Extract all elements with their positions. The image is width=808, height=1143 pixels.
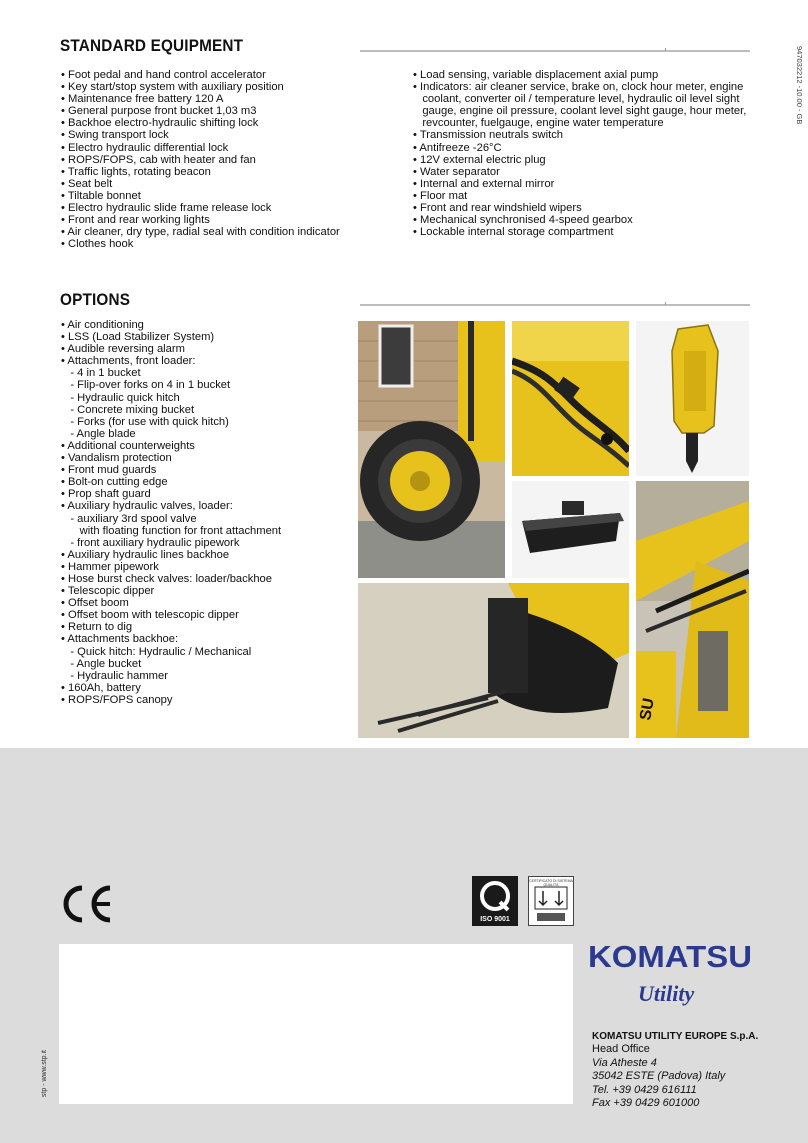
- title-rule: [360, 50, 750, 52]
- list-item: - Hydraulic quick hitch: [61, 391, 180, 404]
- standard-equipment-title: STANDARD EQUIPMENT: [60, 36, 244, 55]
- document-code: 947032212 -10.00 - GB: [795, 46, 804, 125]
- logo-sub: Utility: [638, 981, 695, 1006]
- list-item: revcounter, fuelgauge, engine water temperature: [413, 117, 664, 130]
- photo-angle-bucket: [512, 481, 629, 578]
- ce-mark: [60, 884, 116, 929]
- list-item: • Auxiliary hydraulic valves, loader:: [61, 500, 233, 513]
- list-item: • Mechanical synchronised 4-speed gearbox: [413, 214, 633, 227]
- list-item: • Internal and external mirror: [413, 177, 555, 190]
- list-item: • Seat belt: [61, 177, 113, 190]
- list-item: • Key start/stop system with auxiliary position: [61, 81, 284, 94]
- list-item: - Angle bucket: [61, 657, 142, 670]
- printer-credit: stp - www.stp.it: [41, 1050, 48, 1098]
- company-address: [592, 1030, 758, 1110]
- list-item: • Attachments backhoe:: [61, 633, 179, 646]
- quality-certificate-badge: [528, 876, 574, 926]
- list-item: - 4 in 1 bucket: [61, 367, 141, 380]
- list-item: • ROPS/FOPS canopy: [61, 693, 173, 706]
- list-item: • Water separator: [413, 165, 500, 178]
- list-item: • Bolt-on cutting edge: [61, 476, 168, 489]
- list-item: • General purpose front bucket 1,03 m3: [61, 105, 257, 118]
- list-item: • Foot pedal and hand control accelerator: [61, 69, 266, 81]
- list-item: • Clothes hook: [61, 238, 134, 251]
- photo-wheel: [358, 321, 505, 578]
- list-item: • Air conditioning: [61, 319, 144, 331]
- list-item: • Audible reversing alarm: [61, 343, 185, 356]
- list-item: • Hammer pipework: [61, 560, 159, 573]
- list-item: • Electro hydraulic slide frame release lock: [61, 202, 272, 215]
- list-item: • Indicators: air cleaner service, brake on, clock hour meter, engine: [413, 81, 744, 94]
- list-item: • Maintenance free battery 120 A: [61, 93, 224, 106]
- list-item: • Electro hydraulic differential lock: [61, 141, 229, 154]
- standard-list-left: [61, 69, 340, 250]
- list-item: • Load sensing, variable displacement axial pump: [413, 69, 659, 81]
- list-item: with floating function for front attachment: [61, 524, 282, 537]
- list-item: • Auxiliary hydraulic lines backhoe: [61, 548, 230, 561]
- list-item: • Transmission neutrals switch: [413, 129, 564, 142]
- list-item: • 160Ah, battery: [61, 681, 141, 694]
- list-item: coolant, converter oil / temperature level, hydraulic oil level sight: [413, 93, 740, 106]
- list-item: - Flip-over forks on 4 in 1 bucket: [61, 379, 231, 392]
- cert-label: CERTIFICATO DI SISTEMA QUALITÀ: [529, 879, 573, 887]
- list-item: - auxiliary 3rd spool valve: [61, 512, 197, 525]
- list-item: • ROPS/FOPS, cab with heater and fan: [61, 153, 256, 166]
- list-item: - Hydraulic hammer: [61, 669, 168, 682]
- list-item: - front auxiliary hydraulic pipework: [61, 536, 240, 549]
- iso-label: ISO 9001: [480, 916, 510, 923]
- list-item: • Attachments, front loader:: [61, 355, 196, 368]
- photo-backhoe: [636, 481, 749, 738]
- list-item: • Telescopic dipper: [61, 585, 155, 598]
- list-item: - Forks (for use with quick hitch): [61, 415, 229, 428]
- list-item: • Front and rear windshield wipers: [413, 202, 582, 215]
- head-office: Head Office: [592, 1043, 650, 1056]
- list-item: • Antifreeze -26°C: [413, 141, 502, 154]
- list-item: • Swing transport lock: [61, 129, 169, 142]
- list-item: • LSS (Load Stabilizer System): [61, 331, 215, 344]
- list-item: • Offset boom: [61, 597, 129, 610]
- options-list: [61, 319, 281, 706]
- street: Via Atheste 4: [592, 1056, 657, 1069]
- city: 35042 ESTE (Padova) Italy: [592, 1070, 726, 1083]
- company-name: KOMATSU UTILITY EUROPE S.p.A.: [592, 1031, 759, 1042]
- list-item: • Additional counterweights: [61, 439, 195, 452]
- photo-hydraulic-hose: [512, 321, 629, 476]
- komatsu-utility-logo: [588, 935, 754, 1014]
- iso-9001-badge: [472, 876, 518, 926]
- list-item: • Front and rear working lights: [61, 214, 210, 227]
- list-item: - Quick hitch: Hydraulic / Mechanical: [61, 645, 252, 658]
- list-item: - Angle blade: [61, 427, 136, 440]
- list-item: • Backhoe electro-hydraulic shifting lock: [61, 117, 259, 130]
- photo-forks: [358, 583, 629, 738]
- list-item: • Prop shaft guard: [61, 488, 151, 501]
- svg-text:SU: SU: [637, 696, 658, 722]
- list-item: • 12V external electric plug: [413, 153, 546, 166]
- list-item: • Hose burst check valves: loader/backhoe: [61, 572, 272, 585]
- list-item: • Return to dig: [61, 621, 133, 634]
- fax: Fax +39 0429 601000: [592, 1097, 700, 1110]
- list-item: • Vandalism protection: [61, 452, 172, 465]
- list-item: • Floor mat: [413, 189, 468, 202]
- list-item: • Traffic lights, rotating beacon: [61, 165, 211, 178]
- list-item: • Front mud guards: [61, 464, 157, 477]
- list-item: • Offset boom with telescopic dipper: [61, 609, 239, 622]
- list-item: • Air cleaner, dry type, radial seal with condition indicator: [61, 226, 340, 239]
- standard-list-right: [413, 69, 746, 238]
- list-item: - Concrete mixing bucket: [61, 403, 195, 416]
- logo-brand: KOMATSU: [588, 939, 752, 974]
- blank-content-box: [59, 944, 573, 1104]
- photo-hammer: [636, 321, 749, 476]
- list-item: • Tiltable bonnet: [61, 189, 141, 202]
- telephone: Tel. +39 0429 616111: [592, 1083, 697, 1096]
- list-item: gauge, engine oil pressure, coolant level sight gauge, hour meter,: [413, 105, 747, 118]
- list-item: • Lockable internal storage compartment: [413, 226, 614, 239]
- options-title: OPTIONS: [60, 290, 131, 309]
- options-rule: [360, 304, 750, 306]
